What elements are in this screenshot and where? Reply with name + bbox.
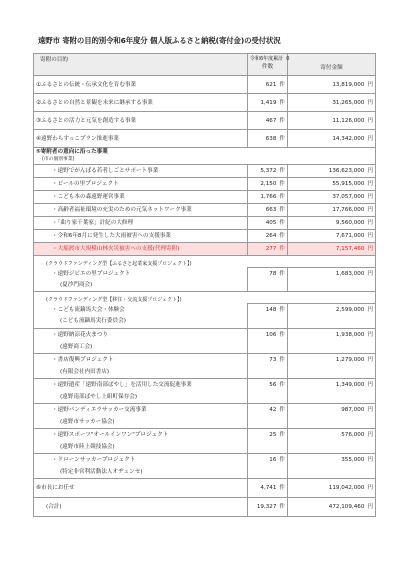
section-5-subtitle: (市の個別事業) xyxy=(42,156,75,162)
row-organizer: (遠野商工会) xyxy=(60,343,93,350)
row-count: 73 xyxy=(269,357,277,363)
row-count: 277 xyxy=(265,246,277,252)
row-count: 264 xyxy=(265,233,277,239)
total-count: 19,327 xyxy=(256,504,277,510)
main-row xyxy=(34,76,376,94)
section-5-row-highlighted: ・大船渡市大規模山林火災被害への支援(代理寄附) 277 件 7,157,460 円 xyxy=(34,243,376,256)
row-organizer: (夏沙門商会) xyxy=(60,282,93,289)
row-organizer: (遠野市陸上競技協会) xyxy=(60,443,115,450)
donation-table xyxy=(33,53,376,517)
row-amount: 1,349,000 xyxy=(335,382,365,388)
row-label: ①ふるさとの伝統・伝承文化を育む事業 xyxy=(36,82,137,88)
row-amount: 13,819,000 円 xyxy=(332,82,373,88)
crowdfunding-2-heading-row xyxy=(34,292,376,304)
total-label: (合計) xyxy=(46,504,62,510)
row-label: ・遠野ジビエの里プロジェクト xyxy=(52,270,131,277)
section-5-row: ・遠野でがんばる若者しごとサポート事業 5,372 件 136,623,000 円 xyxy=(34,165,376,178)
header-amount: 寄付金額 xyxy=(320,65,343,71)
row-amount: 17,766,000 xyxy=(332,207,365,213)
row-amount: 2,599,000 xyxy=(335,307,365,313)
crowdfunding-row: ・遠野パンディエラサッカー交流事業 (遠野市サッカー協会) 42 件 987,000 円 xyxy=(34,404,376,429)
row-count: 467 件 xyxy=(265,118,285,124)
crowdfunding-1-heading-row xyxy=(34,256,376,268)
total-amount: 472,109,460 xyxy=(328,504,365,510)
section-5-title: ⑤寄附者の意向に沿った事業 xyxy=(36,149,108,155)
row-amount: 119,042,000 xyxy=(328,485,365,491)
row-label: ・こども流鏑馬大会・体験会 xyxy=(52,306,125,313)
crowdfunding-row: ・こども流鏑馬大会・体験会 (こども流鏑馬実行委員会) 148 件 2,599,000 円 xyxy=(34,304,376,329)
header-amount-cell xyxy=(288,54,376,76)
row-count: 405 xyxy=(265,220,277,226)
row-amount: 1,279,000 xyxy=(335,357,365,363)
row-amount: 355,000 xyxy=(341,457,365,463)
row-label: ⑥市長にお任せ xyxy=(36,485,75,491)
row-amount: 1,683,000 xyxy=(335,271,365,277)
section-5-heading-row xyxy=(34,148,376,165)
row-amount: 14,342,000 円 xyxy=(332,136,373,142)
main-row xyxy=(34,94,376,112)
crowdfunding-row: ・遠野遺産「遠野南部ばやし」を活用した交流促進事業 (遠野南部ばやし上組町保存会) 56 件 1,349,000 円 xyxy=(34,379,376,404)
row-label: ・遠野パンディエラサッカー交流事業 xyxy=(52,407,147,413)
row-count: 2,150 xyxy=(260,181,277,187)
row-count: 638 件 xyxy=(265,136,285,142)
row-organizer: (特定非営利活動法人オヂュンセ) xyxy=(60,468,143,475)
crowdfunding-row: ・書店復興プロジェクト (有限会社内田書店) 73 件 1,279,000 円 xyxy=(34,354,376,379)
section-5-row: ・令和6年8月に発生した大雨被害への支援事業 264 件 7,671,000 円 xyxy=(34,230,376,243)
row-count: 25 xyxy=(269,432,277,438)
row-count: 4,741 xyxy=(260,485,277,491)
row-label: ・遠野納涼花火まつり xyxy=(52,332,108,338)
header-count-cell xyxy=(248,54,288,76)
row-6-mayor: ⑥市長にお任せ 4,741 件 119,042,000 円 xyxy=(34,479,376,498)
row-count: 78 xyxy=(269,271,277,277)
main-row xyxy=(34,130,376,148)
row-label: ・こども本の森遠野運営事業 xyxy=(52,194,125,200)
row-amount: 55,915,000 xyxy=(332,181,365,187)
row-count: 621 件 xyxy=(265,82,285,88)
row-count: 1,419 件 xyxy=(260,100,285,106)
main-row xyxy=(34,112,376,130)
row-label: ・ビールの里プロジェクト xyxy=(52,181,119,187)
row-amount: 136,623,000 xyxy=(328,168,365,174)
row-count: 663 xyxy=(265,207,277,213)
row-label: ・「曲り家千葉家」計紀の大修理 xyxy=(52,220,134,226)
row-count: 106 xyxy=(265,332,277,338)
row-count: 56 xyxy=(269,382,277,388)
row-organizer: (遠野南部ばやし上組町保存会) xyxy=(60,393,138,400)
row-label: ・遠野でがんばる若者しごとサポート事業 xyxy=(52,168,159,174)
row-label: ・遠野遺産「遠野南部ばやし」を活用した交流促進事業 xyxy=(52,382,192,388)
row-amount: 7,671,000 xyxy=(335,233,365,239)
row-amount: 11,126,000 円 xyxy=(332,118,373,124)
row-count: 148 xyxy=(265,307,277,313)
row-organizer: (遠野市サッカー協会) xyxy=(60,418,115,425)
row-amount: 1,938,000 xyxy=(335,332,365,338)
crowdfunding-row: ・遠野ジビエの里プロジェクト (夏沙門商会) 78 件 1,683,000 円 xyxy=(34,268,376,292)
crowdfunding-row: ・遠野スポーツ"オールインワン"プロジェクト (遠野市陸上競技協会) 25 件 576,000 円 xyxy=(34,429,376,454)
header-count: 件数 xyxy=(261,64,274,70)
crowdfunding-2-heading: (クラウドファンディング型【移住・交流支援プロジェクト】) xyxy=(46,297,182,303)
row-organizer: (有限会社内田書店) xyxy=(60,368,110,375)
section-5-row: ・「曲り家千葉家」計紀の大修理 405 件 9,560,000 円 xyxy=(34,217,376,230)
row-amount: 987,000 xyxy=(341,407,365,413)
crowdfunding-row: ・ドローンサッカープロジェクト (特定非営利活動法人オヂュンセ) 16 件 355,000 円 xyxy=(34,454,376,479)
row-label: ④遠野わらすっこプラン推進事業 xyxy=(36,136,119,142)
header-period: 令和6年度累計 0 xyxy=(250,56,290,62)
row-label: ③ふるさとの活力と元気を創造する事業 xyxy=(36,118,137,124)
row-label: ・書店復興プロジェクト xyxy=(52,357,114,363)
header-purpose-cell xyxy=(34,54,248,76)
crowdfunding-1-heading: (クラウドファンディング型【ふるさと起業家支援プロジェクト】) xyxy=(46,261,192,267)
row-amount: 9,560,000 xyxy=(335,220,365,226)
row-label: ②ふるさとの自然と景観を未来に継承する事業 xyxy=(36,100,153,106)
crowdfunding-row: ・遠野納涼花火まつり (遠野商工会) 106 件 1,938,000 円 xyxy=(34,329,376,354)
row-label: ・ドローンサッカープロジェクト xyxy=(52,457,136,463)
row-amount: 7,157,460 xyxy=(335,246,365,252)
row-label: ・高齢者福祉環境の充実のための元気ネットワーク事業 xyxy=(52,207,192,213)
row-count: 42 xyxy=(269,407,277,413)
table-header-row xyxy=(34,54,376,76)
row-label: ・令和6年8月に発生した大雨被害への支援事業 xyxy=(52,233,171,239)
row-amount: 31,265,000 円 xyxy=(332,100,373,106)
row-count: 1,766 xyxy=(260,194,277,200)
row-count: 16 xyxy=(269,457,277,463)
section-5-row: ・こども本の森遠野運営事業 1,766 件 37,057,000 円 xyxy=(34,191,376,204)
row-count: 5,372 xyxy=(260,168,277,174)
page-title: 遠野市 寄附の目的別令和6年度分 個人版ふるさと納税(寄付金)の受付状況 xyxy=(38,36,281,45)
row-label: ・大船渡市大規模山林火災被害への支援(代理寄附) xyxy=(52,246,180,252)
section-5-row: ・高齢者福祉環境の充実のための元気ネットワーク事業 663 件 17,766,000 円 xyxy=(34,204,376,217)
section-5-row: ・ビールの里プロジェクト 2,150 件 55,915,000 円 xyxy=(34,178,376,191)
row-amount: 37,057,000 xyxy=(332,194,365,200)
total-row: (合計) 19,327 件 472,109,460 円 xyxy=(34,498,376,517)
row-organizer: (こども流鏑馬実行委員会) xyxy=(60,318,126,325)
header-purpose: 寄附の目的 xyxy=(40,57,68,63)
row-amount: 576,000 xyxy=(341,432,365,438)
row-label: ・遠野スポーツ"オールインワン"プロジェクト xyxy=(52,432,169,438)
